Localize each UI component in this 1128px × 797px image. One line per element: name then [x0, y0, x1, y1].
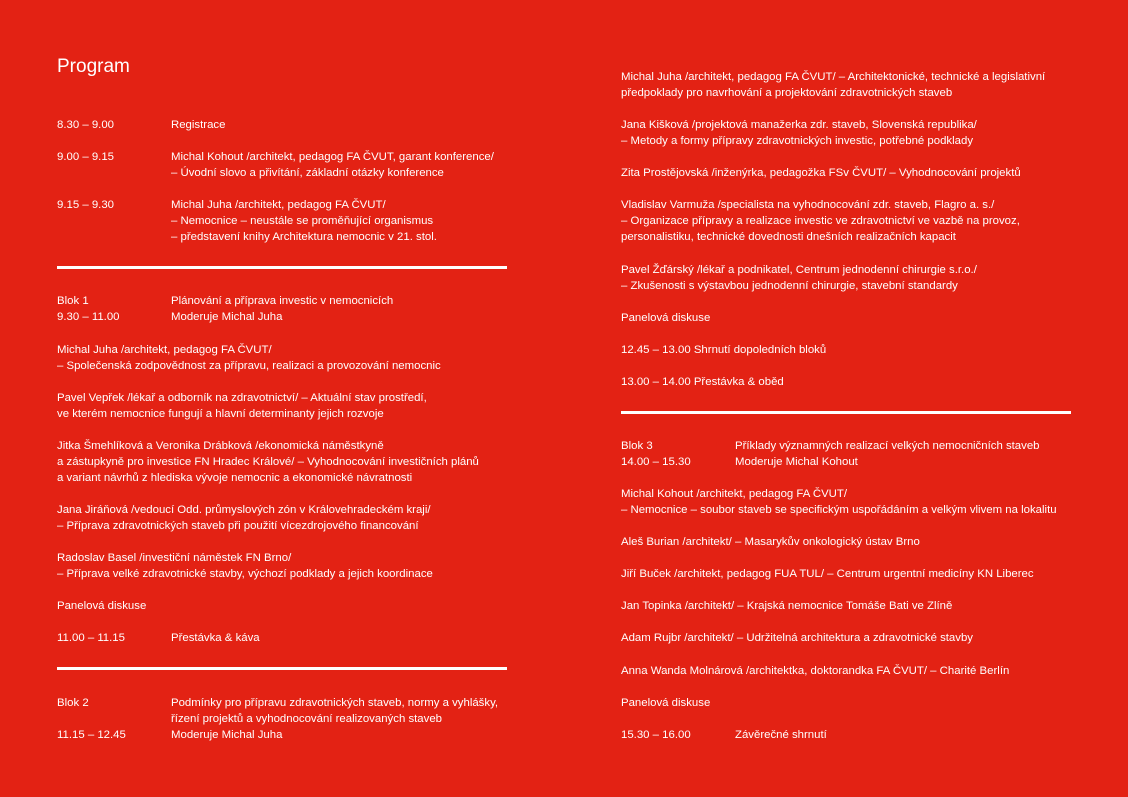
- talk-line: Pavel Žďárský /lékař a podnikatel, Centrum jednodenní chirurgie s.r.o./: [621, 264, 977, 276]
- page-title: Program: [57, 56, 130, 77]
- talk-line: Adam Rujbr /architekt/ – Udržitelná architektura a zdravotnické stavby: [621, 632, 973, 644]
- closing-time: 15.30 – 16.00: [621, 729, 691, 741]
- talk-line: předpoklady pro navrhování a projektování zdravotnických staveb: [621, 87, 953, 99]
- block-title: řízení projektů a vyhodnocování realizovaných staveb: [171, 713, 443, 725]
- section-divider: [57, 266, 507, 269]
- schedule-line: – Nemocnice – neustále se proměňující organismus: [171, 215, 434, 227]
- talk-line: – Příprava velké zdravotnické stavby, výchozí podklady a jejich koordinace: [57, 568, 433, 580]
- talk-line: Radoslav Basel /investiční náměstek FN Brno/: [57, 552, 292, 564]
- talk-line: – Nemocnice – soubor staveb se specifickým uspořádáním a velkým vlivem na lokalitu: [621, 504, 1057, 516]
- schedule-line: – představení knihy Architektura nemocnic v 21. stol.: [171, 231, 437, 243]
- talk-line: Michal Juha /architekt, pedagog FA ČVUT/ – Architektonické, technické a legislativní: [621, 71, 1046, 83]
- schedule-time: 9.15 – 9.30: [57, 199, 115, 211]
- break-time: 11.00 – 11.15: [57, 632, 125, 644]
- schedule-time: 9.00 – 9.15: [57, 151, 115, 163]
- talk-line: Vladislav Varmuža /specialista na vyhodnocování zdr. staveb, Flagro a. s./: [621, 199, 995, 211]
- talk-line: Michal Kohout /architekt, pedagog FA ČVUT/: [621, 488, 848, 500]
- block-label: Blok 3: [621, 440, 653, 452]
- summary-line: 12.45 – 13.00 Shrnutí dopoledních bloků: [621, 344, 827, 356]
- block-time: 14.00 – 15.30: [621, 456, 691, 468]
- talk-line: ve kterém nemocnice fungují a hlavní determinanty jejich rozvoje: [57, 408, 384, 420]
- talk-line: Zita Prostějovská /inženýrka, pedagožka FSv ČVUT/ – Vyhodnocování projektů: [621, 167, 1021, 179]
- section-divider: [621, 411, 1071, 414]
- block-time: 11.15 – 12.45: [57, 729, 126, 741]
- talk-line: a variant návrhů z hlediska vývoje nemocnic a ekonomické návratnosti: [57, 472, 413, 484]
- talk-line: – Metody a formy přípravy zdravotnických investic, potřebné podklady: [621, 135, 974, 147]
- schedule-line: Michal Kohout /architekt, pedagog FA ČVUT, garant konference/: [171, 151, 494, 163]
- talk-line: personalistiku, technické dovednosti dnešních realizačních kapacit: [621, 231, 956, 243]
- break-label: Přestávka & káva: [171, 632, 260, 644]
- block-moderator: Moderuje Michal Kohout: [735, 456, 858, 468]
- talk-line: – Organizace přípravy a realizace investic ve zdravotnictví ve vazbě na provoz,: [621, 215, 1020, 227]
- talk-line: – Zkušenosti s výstavbou jednodenní chirurgie, stavební standardy: [621, 280, 958, 292]
- panel-discussion: Panelová diskuse: [621, 697, 711, 709]
- block-label: Blok 2: [57, 697, 89, 709]
- block-title: Plánování a příprava investic v nemocnicích: [171, 295, 394, 307]
- lunch-line: 13.00 – 14.00 Přestávka & oběd: [621, 376, 784, 388]
- talk-line: Michal Juha /architekt, pedagog FA ČVUT/: [57, 344, 272, 356]
- talk-line: Jitka Šmehlíková a Veronika Drábková /ekonomická náměstkyně: [57, 440, 384, 452]
- talk-line: Anna Wanda Molnárová /architektka, doktorandka FA ČVUT/ – Charité Berlín: [621, 665, 1010, 677]
- schedule-line: Registrace: [171, 119, 226, 131]
- block-time: 9.30 – 11.00: [57, 311, 120, 323]
- talk-line: Jana Jiráňová /vedoucí Odd. průmyslových zón v Královehradeckém kraji/: [57, 504, 431, 516]
- closing-label: Závěrečné shrnutí: [735, 729, 827, 741]
- schedule-line: – Úvodní slovo a přivítání, základní otázky konference: [171, 167, 444, 179]
- block-moderator: Moderuje Michal Juha: [171, 311, 283, 323]
- block-title: Podmínky pro přípravu zdravotnických staveb, normy a vyhlášky,: [171, 697, 499, 709]
- block-title: Příklady významných realizací velkých nemocničních staveb: [735, 440, 1040, 452]
- block-moderator: Moderuje Michal Juha: [171, 729, 283, 741]
- talk-line: Jana Kišková /projektová manažerka zdr. staveb, Slovenská republika/: [621, 119, 977, 131]
- talk-line: Aleš Burian /architekt/ – Masarykův onkologický ústav Brno: [621, 536, 920, 548]
- talk-line: – Příprava zdravotnických staveb při použití vícezdrojového financování: [57, 520, 419, 532]
- talk-line: Jiří Buček /architekt, pedagog FUA TUL/ – Centrum urgentní medicíny KN Liberec: [621, 568, 1034, 580]
- section-divider: [57, 667, 507, 670]
- talk-line: Pavel Vepřek /lékař a odborník na zdravotnictví/ – Aktuální stav prostředí,: [57, 392, 427, 404]
- schedule-line: Michal Juha /architekt, pedagog FA ČVUT/: [171, 199, 386, 211]
- talk-line: a zástupkyně pro investice FN Hradec Králové/ – Vyhodnocování investičních plánů: [57, 456, 479, 468]
- schedule-time: 8.30 – 9.00: [57, 119, 115, 131]
- talk-line: Jan Topinka /architekt/ – Krajská nemocnice Tomáše Bati ve Zlíně: [621, 600, 953, 612]
- panel-discussion: Panelová diskuse: [57, 600, 147, 612]
- panel-discussion: Panelová diskuse: [621, 312, 711, 324]
- block-label: Blok 1: [57, 295, 89, 307]
- talk-line: – Společenská zodpovědnost za přípravu, realizaci a provozování nemocnic: [57, 360, 441, 372]
